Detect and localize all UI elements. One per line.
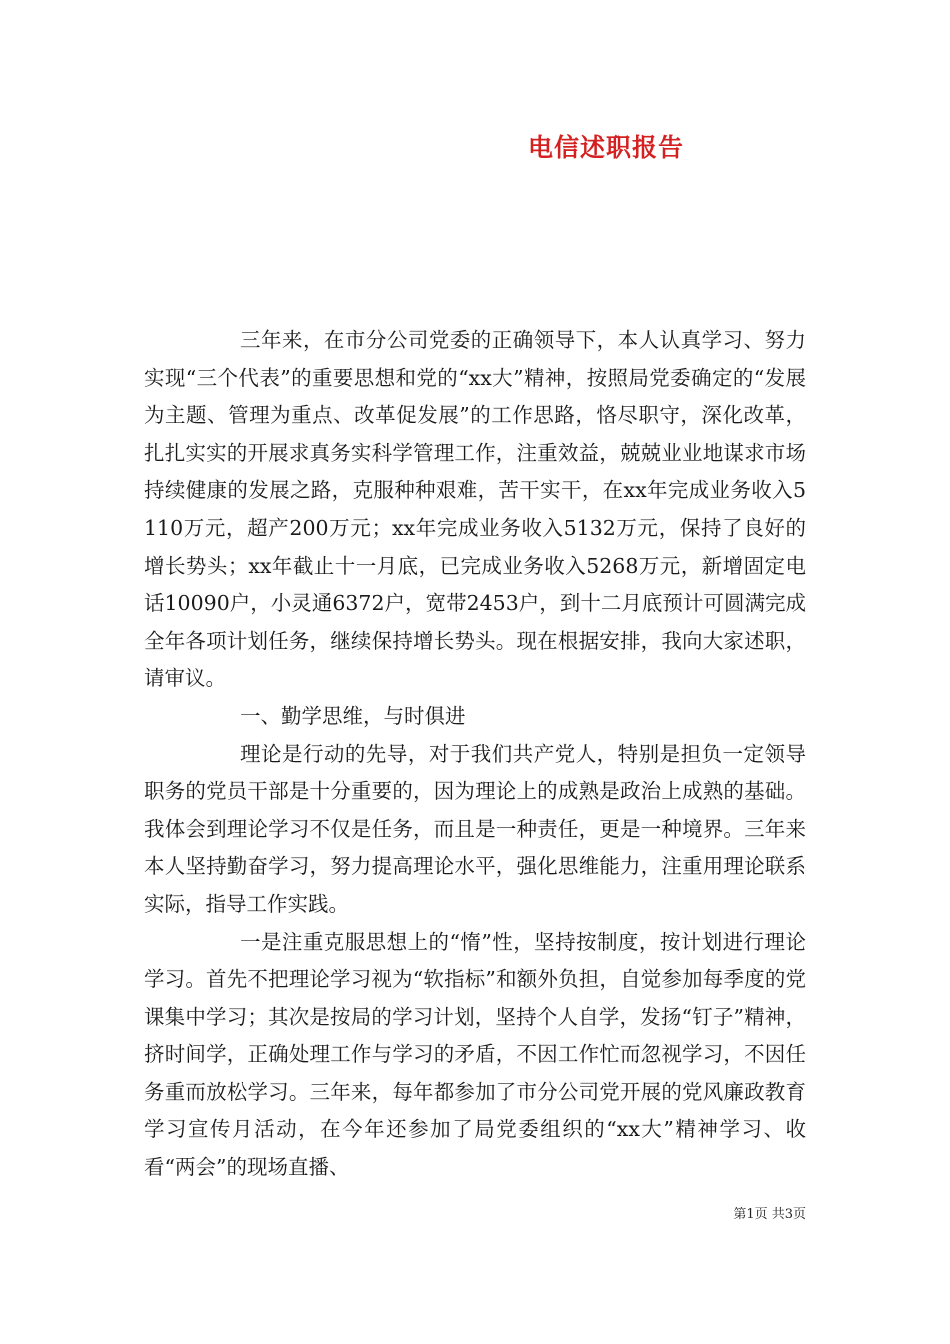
paragraph-theory: 理论是行动的先导，对于我们共产党人，特别是担负一定领导职务的党员干部是十分重要的，因为理论上的成熟是政治上成熟的基础。我体会到理论学习不仅是任务，而且是一种责任，更是一种境界。三年来本人坚持勤奋学习，努力提高理论水平，强化思维能力，注重用理论联系实际，指导工作实践。 xyxy=(144,741,806,916)
paragraph-intro: 三年来，在市分公司党委的正确领导下，本人认真学习、努力实现“三个代表”的重要思想和党的“xx大”精神，按照局党委确定的“发展为主题、管理为重点、改革促发展”的工作思路，恪尽职守，深化改革，扎扎实实的开展求真务实科学管理工作，注重效益，兢兢业业地谋求市场持续健康的发展之路，克服种种艰难，苦干实干，在xx年完成业务收入5110万元，超产200万元；xx年完成业务收入5132万元，保持了良好的增长势头；xx年截止十一月底，已完成业务收入5268万元，新增固定电话10090户，小灵通6372户，宽带2453户，到十二月底预计可圆满完成全年各项计划任务，继续保持增长势头。现在根据安排，我向大家述职，请审议。 xyxy=(144,328,806,691)
section-heading-1: 一、勤学思维，与时俱进 xyxy=(240,703,466,728)
page-footer: 第1页 共3页 xyxy=(733,1207,806,1222)
paragraph-study: 一是注重克服思想上的“惰”性，坚持按制度，按计划进行理论学习。首先不把理论学习视为“软指标”和额外负担，自觉参加每季度的党课集中学习；其次是按局的学习计划，坚持个人自学，发扬“钉子”精神，挤时间学，正确处理工作与学习的矛盾，不因工作忙而忽视学习，不因任务重而放松学习。三年来，每年都参加了市分公司党开展的党风廉政教育学习宣传月活动，在今年还参加了局党委组织的“xx大”精神学习、收看“两会”的现场直播、 xyxy=(144,929,806,1180)
document-title: 电信述职报告 xyxy=(528,133,685,162)
document-body xyxy=(144,322,806,1187)
